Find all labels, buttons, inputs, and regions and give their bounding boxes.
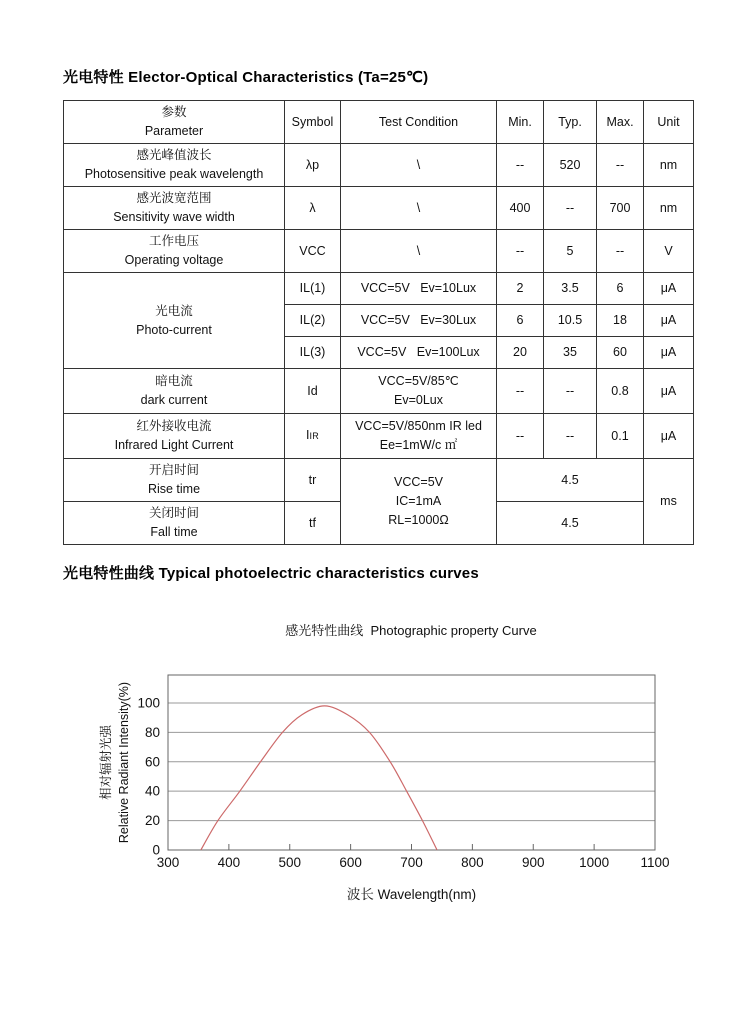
param-cell <box>64 230 285 273</box>
x-axis-label: 波长 Wavelength(nm) <box>346 887 477 902</box>
max-cell: 0.8 <box>597 369 644 414</box>
param-cell <box>64 144 285 187</box>
y-axis-label-en: Relative Radiant Intensity(%) <box>117 681 131 844</box>
param-cell-photo-current <box>64 273 285 369</box>
max-cell: 700 <box>597 187 644 230</box>
param-zh: 光电流 <box>155 303 193 318</box>
condition-line: RL=1000Ω <box>388 513 449 527</box>
condition-line: VCC=5V/85℃ <box>378 374 459 388</box>
value-cell: 4.5 <box>497 502 644 545</box>
symbol-cell: VCC <box>285 230 341 273</box>
param-en: Rise time <box>147 482 201 496</box>
condition-line: VCC=5V/850nm IR led <box>355 419 482 433</box>
param-zh: 红外接收电流 <box>136 419 212 433</box>
param-cell <box>64 414 285 459</box>
symbol-cell <box>285 414 341 459</box>
condition-cell <box>341 369 497 414</box>
min-cell: 400 <box>497 187 544 230</box>
unit-cell: nm <box>644 144 694 187</box>
min-cell: 2 <box>497 273 544 305</box>
symbol-cell: λ <box>285 187 341 230</box>
table-row <box>64 144 694 187</box>
typ-cell: -- <box>544 414 597 459</box>
table-row <box>64 187 694 230</box>
min-cell: -- <box>497 144 544 187</box>
condition-cell: \ <box>341 187 497 230</box>
x-tick-label: 300 <box>156 855 180 870</box>
condition-line: Ev=0Lux <box>394 393 443 407</box>
condition-cell: VCC=5V Ev=10Lux <box>341 273 497 305</box>
max-cell: -- <box>597 230 644 273</box>
param-cell <box>64 187 285 230</box>
header-unit: Unit <box>644 101 694 144</box>
header-typ: Typ. <box>544 101 597 144</box>
unit-cell: μA <box>644 305 694 337</box>
section2-title: 光电特性曲线 Typical photoelectric characteristics curves <box>63 565 479 582</box>
header-parameter-en: Parameter <box>144 124 204 138</box>
param-en: Photo-current <box>136 322 212 337</box>
spectral-response-curve <box>201 706 437 850</box>
param-en: Sensitivity wave width <box>113 210 235 224</box>
typ-cell: -- <box>544 369 597 414</box>
x-tick-label: 700 <box>400 855 423 870</box>
header-min: Min. <box>497 101 544 144</box>
x-tick-label: 1000 <box>579 855 610 870</box>
max-cell: -- <box>597 144 644 187</box>
param-zh: 关闭时间 <box>148 506 199 520</box>
x-tick-label: 900 <box>521 855 545 870</box>
symbol-base: I <box>305 428 310 442</box>
min-cell: -- <box>497 369 544 414</box>
x-tick-label: 800 <box>461 855 484 870</box>
min-cell: -- <box>497 414 544 459</box>
condition-line: VCC=5V <box>394 475 443 489</box>
header-symbol: Symbol <box>285 101 341 144</box>
plot-border <box>168 675 655 850</box>
table-row <box>64 273 694 305</box>
unit-cell: μA <box>644 369 694 414</box>
typ-cell: 520 <box>544 144 597 187</box>
param-en: Fall time <box>150 525 198 539</box>
y-tick-label: 0 <box>152 842 160 858</box>
condition-cell <box>341 414 497 459</box>
condition-cell: \ <box>341 144 497 187</box>
table-header-row <box>64 101 694 144</box>
condition-cell: VCC=5V Ev=30Lux <box>341 305 497 337</box>
typ-cell: 3.5 <box>544 273 597 305</box>
symbol-cell: IL(1) <box>285 273 341 305</box>
param-en: Photosensitive peak wavelength <box>84 167 264 181</box>
max-cell: 0.1 <box>597 414 644 459</box>
param-en: dark current <box>140 393 208 407</box>
param-cell <box>64 459 285 502</box>
header-max: Max. <box>597 101 644 144</box>
unit-cell: ms <box>644 459 694 545</box>
x-tick-label: 500 <box>278 855 302 870</box>
unit-cell: μA <box>644 414 694 459</box>
symbol-cell: IL(3) <box>285 337 341 369</box>
unit-cell: μA <box>644 337 694 369</box>
param-zh: 工作电压 <box>148 234 199 248</box>
table-row <box>64 369 694 414</box>
param-zh: 感光峰值波长 <box>136 148 212 162</box>
typ-cell: 35 <box>544 337 597 369</box>
param-zh: 开启时间 <box>148 463 199 477</box>
table-row <box>64 414 694 459</box>
y-tick-label: 60 <box>144 754 160 770</box>
min-cell: 20 <box>497 337 544 369</box>
max-cell: 6 <box>597 273 644 305</box>
photoelectric-curve-block <box>0 620 750 917</box>
table-row <box>64 459 694 502</box>
param-en: Infrared Light Current <box>114 438 234 452</box>
symbol-cell: Id <box>285 369 341 414</box>
condition-line: IC=1mA <box>395 494 442 508</box>
param-cell <box>64 369 285 414</box>
spectral-response-chart <box>85 667 685 917</box>
param-en: Operating voltage <box>124 253 224 267</box>
y-axis-label-zh: 相对辐射光强 <box>99 724 113 801</box>
unit-cell: μA <box>644 273 694 305</box>
min-cell: -- <box>497 230 544 273</box>
unit-cell: V <box>644 230 694 273</box>
max-cell: 18 <box>597 305 644 337</box>
symbol-cell: IL(2) <box>285 305 341 337</box>
condition-cell-time <box>341 459 497 545</box>
chart-title: 感光特性曲线 Photographic property Curve <box>285 623 537 638</box>
y-tick-label: 40 <box>144 783 160 799</box>
symbol-subscript: IR <box>309 431 320 441</box>
unit-cell: nm <box>644 187 694 230</box>
datasheet-page <box>0 66 750 1036</box>
symbol-cell: tr <box>285 459 341 502</box>
param-cell <box>64 502 285 545</box>
symbol-cell: λp <box>285 144 341 187</box>
electro-optical-characteristics-table <box>63 100 694 545</box>
header-parameter-zh: 参数 <box>161 105 187 119</box>
max-cell: 60 <box>597 337 644 369</box>
param-zh: 感光波宽范围 <box>136 191 212 205</box>
typ-cell: 5 <box>544 230 597 273</box>
x-tick-label: 1100 <box>640 855 670 870</box>
typ-cell: -- <box>544 187 597 230</box>
x-tick-label: 400 <box>217 855 241 870</box>
header-test-condition: Test Condition <box>341 101 497 144</box>
condition-cell: VCC=5V Ev=100Lux <box>341 337 497 369</box>
section1-title: 光电特性 Elector-Optical Characteristics (Ta=25℃) <box>63 69 429 86</box>
typ-cell: 10.5 <box>544 305 597 337</box>
symbol-cell: tf <box>285 502 341 545</box>
header-parameter <box>64 101 285 144</box>
condition-line: Ee=1mW/c ㎡ <box>379 438 458 452</box>
condition-cell: \ <box>341 230 497 273</box>
table-row <box>64 230 694 273</box>
param-zh: 暗电流 <box>155 374 193 388</box>
y-tick-label: 80 <box>144 724 160 740</box>
y-tick-label: 20 <box>144 813 160 829</box>
x-tick-label: 600 <box>339 855 362 870</box>
value-cell: 4.5 <box>497 459 644 502</box>
y-tick-label: 100 <box>137 695 160 711</box>
min-cell: 6 <box>497 305 544 337</box>
